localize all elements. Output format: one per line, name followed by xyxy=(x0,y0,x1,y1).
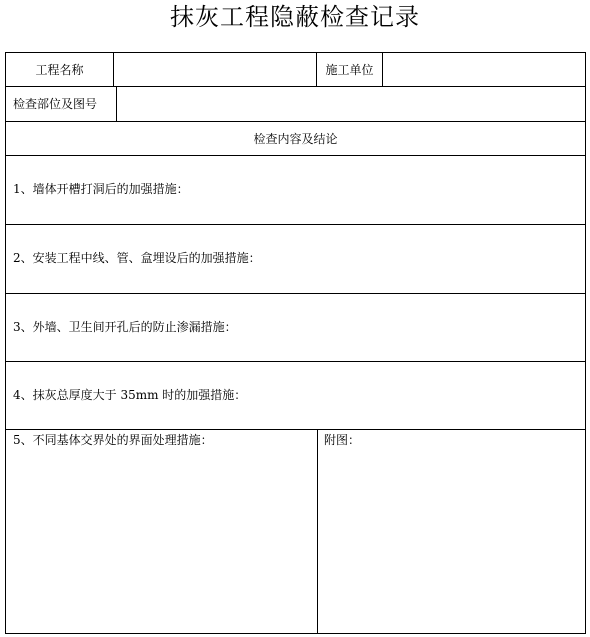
item-interface-treatment: 5、不同基体交界处的界面处理措施： xyxy=(13,433,213,447)
inspection-location-label: 检查部位及图号 xyxy=(13,97,98,111)
project-name-label: 工程名称 xyxy=(35,63,84,77)
project-name-field[interactable] xyxy=(114,53,316,86)
row-divider xyxy=(6,224,585,225)
row-divider xyxy=(6,429,585,430)
item-pipe-embedding: 2、安装工程中线、管、盒埋设后的加强措施： xyxy=(13,251,261,265)
row-divider xyxy=(6,361,585,362)
attachment-label: 附图： xyxy=(324,433,361,447)
row-divider xyxy=(6,121,585,122)
inspection-content-header: 检查内容及结论 xyxy=(253,132,338,146)
inspection-location-field[interactable] xyxy=(117,87,585,121)
row-divider xyxy=(6,293,585,294)
item-leak-prevention: 3、外墙、卫生间开孔后的防止渗漏措施： xyxy=(13,320,237,334)
item-wall-slotting: 1、墙体开槽打洞后的加强措施： xyxy=(13,182,189,196)
page-title: 抹灰工程隐蔽检查记录 xyxy=(170,3,420,31)
item-plaster-thickness: 4、抹灰总厚度大于 35mm 时的加强措施： xyxy=(13,388,247,402)
column-divider xyxy=(317,429,318,633)
construction-unit-label: 施工单位 xyxy=(325,63,374,77)
row-divider xyxy=(6,155,585,156)
construction-unit-field[interactable] xyxy=(383,53,585,86)
inspection-record-form xyxy=(5,52,586,634)
